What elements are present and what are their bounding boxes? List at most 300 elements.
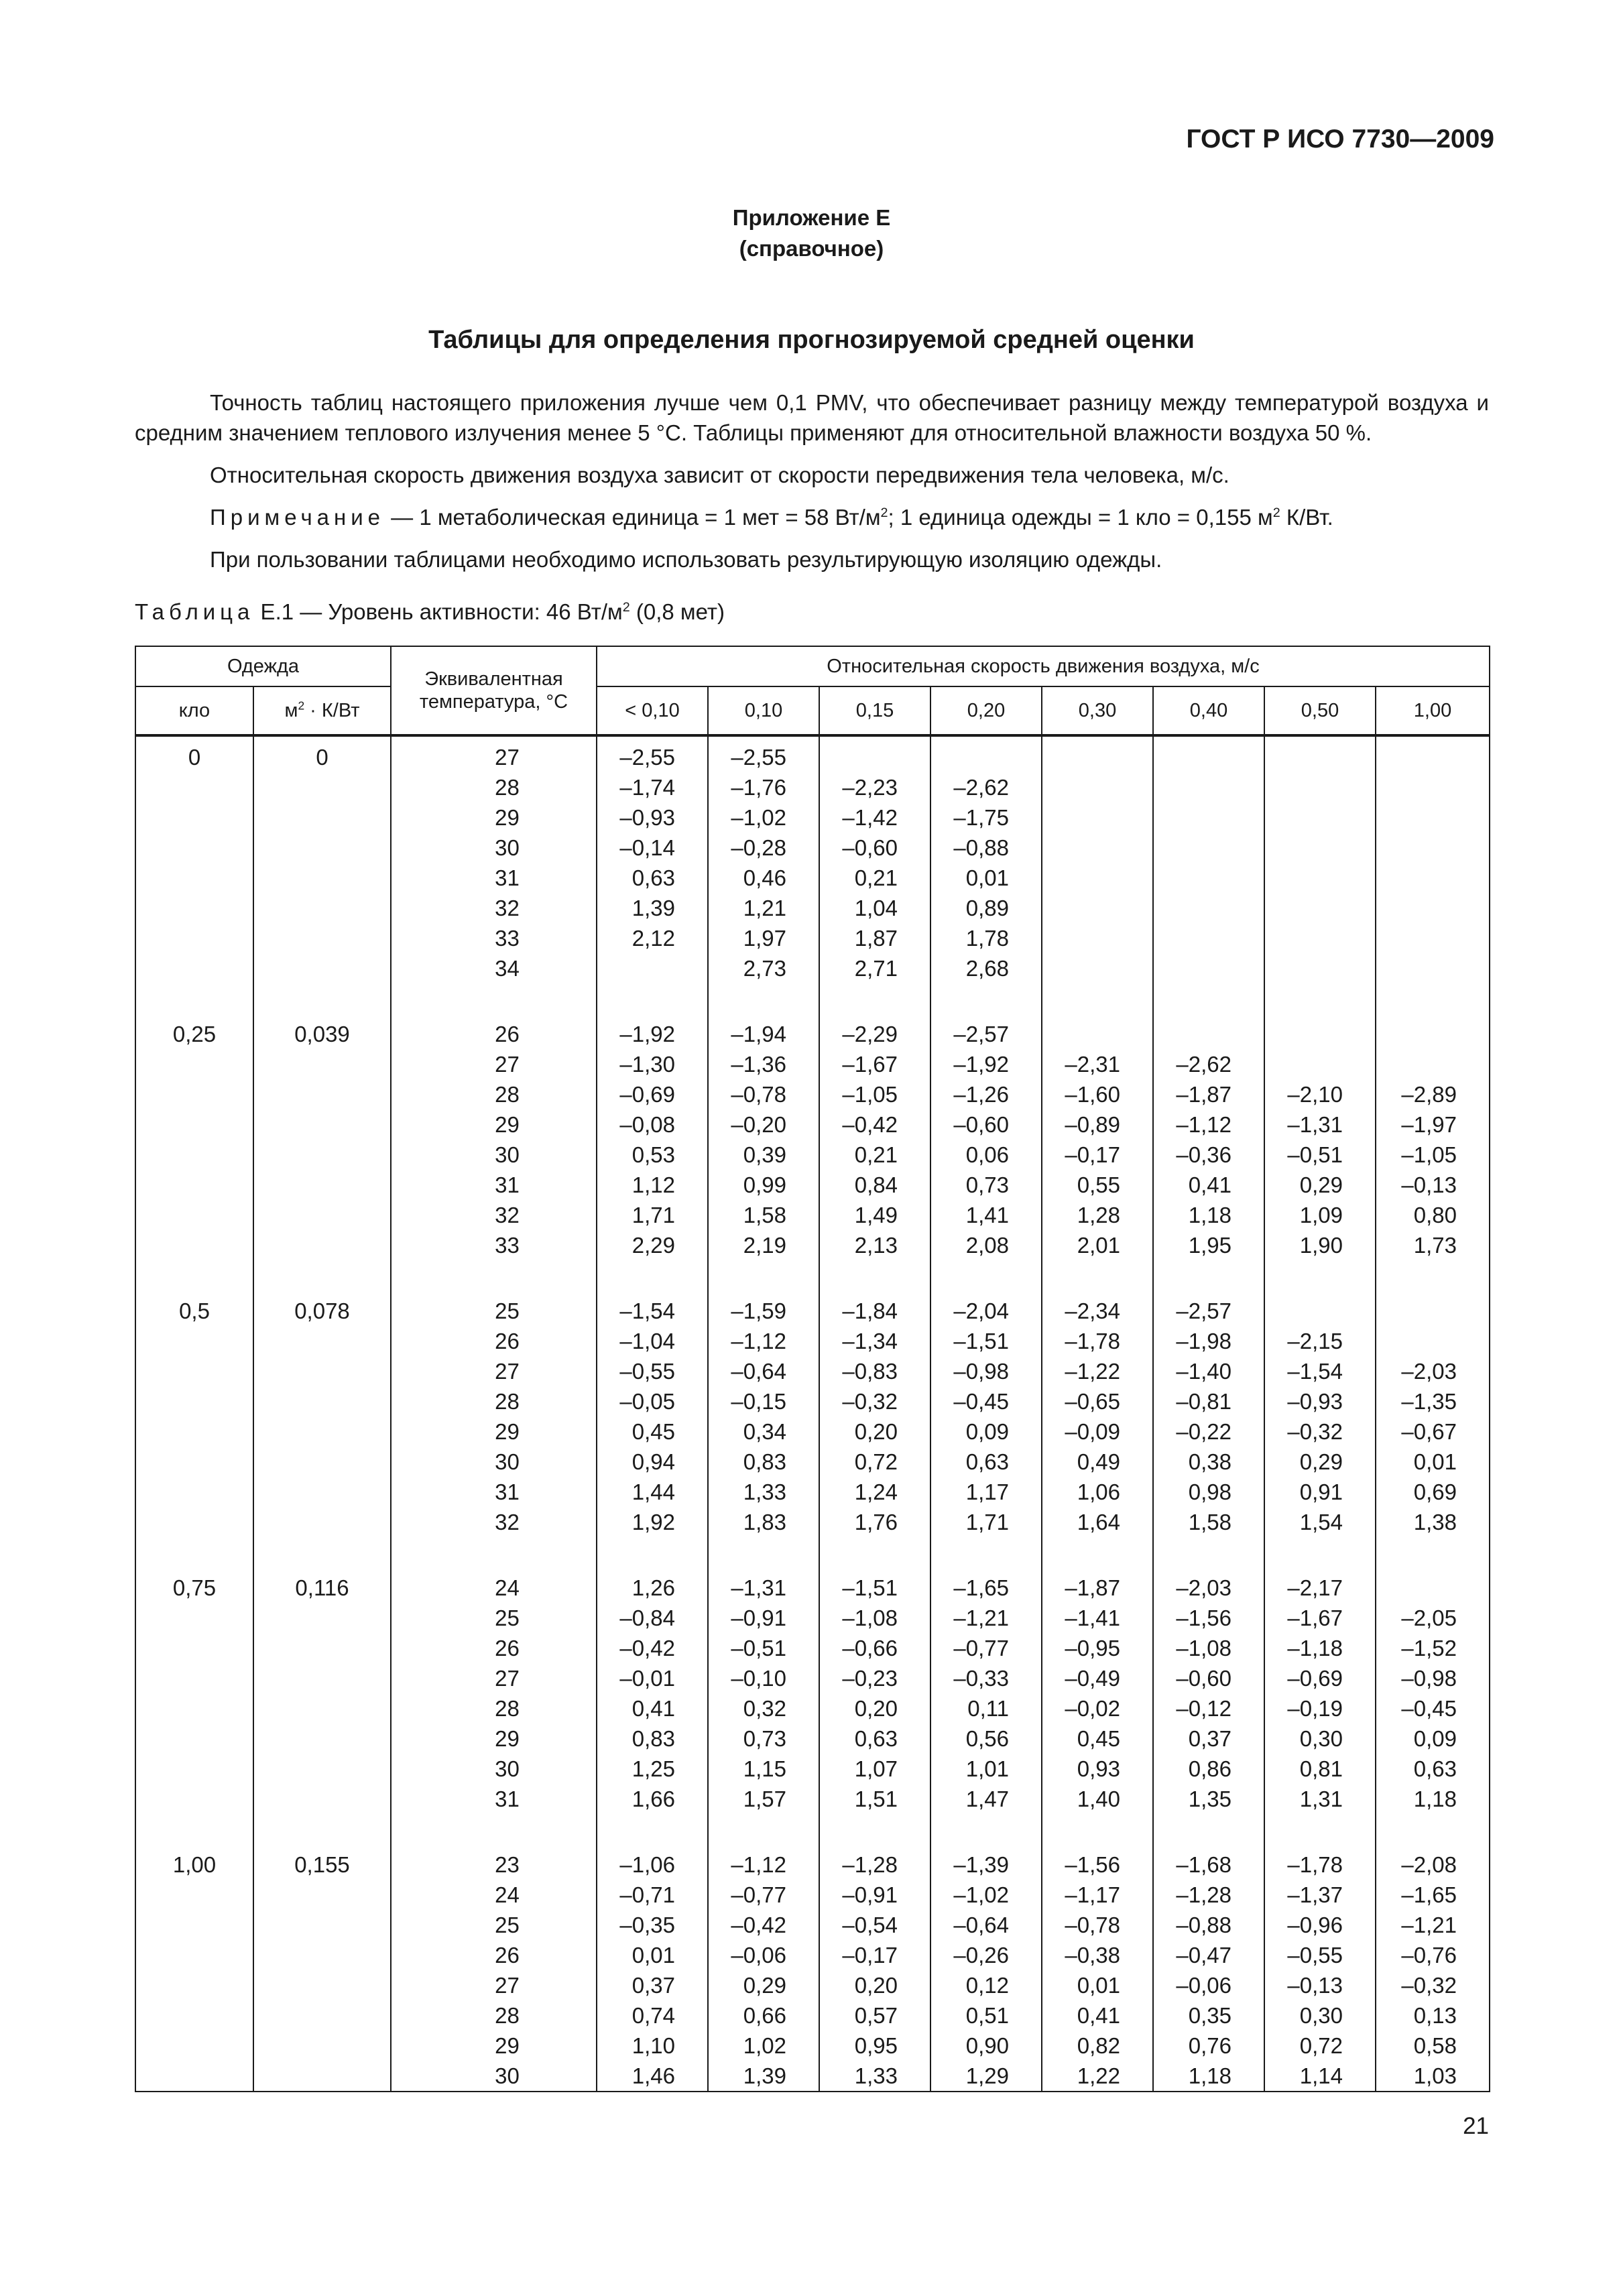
pmv-value: –0,42 <box>619 1636 675 1660</box>
pmv-value: –0,02 <box>1065 1696 1120 1721</box>
pmv-value: 0,45 <box>1077 1726 1120 1751</box>
pmv-value <box>1042 953 1152 983</box>
pmv-cell <box>597 1014 708 1290</box>
m2kw-value: 0,039 <box>294 1022 350 1046</box>
pmv-value: 1,21 <box>743 896 786 920</box>
pmv-value: –0,32 <box>842 1389 898 1414</box>
document-code: ГОСТ Р ИСО 7730—2009 <box>1186 125 1494 154</box>
pmv-cell <box>1264 1844 1376 2092</box>
temperature-cell <box>391 1844 597 2092</box>
intro-text <box>135 387 1489 587</box>
pmv-value: –0,51 <box>731 1636 786 1660</box>
header-speed: 0,15 <box>819 686 930 735</box>
pmv-value: –1,02 <box>953 1882 1009 1907</box>
pmv-value: 1,64 <box>1077 1510 1120 1534</box>
temperature-value: 32 <box>495 1203 520 1227</box>
page-number: 21 <box>1463 2113 1489 2139</box>
pmv-value: –0,06 <box>1176 1973 1231 1998</box>
pmv-value <box>1042 863 1152 893</box>
pmv-value: –1,21 <box>953 1606 1009 1630</box>
pmv-value: –1,28 <box>1176 1882 1231 1907</box>
table-body <box>135 735 1490 2092</box>
temperature-value: 31 <box>495 865 520 890</box>
pmv-cell <box>1042 1844 1153 2092</box>
temperature-value: 31 <box>495 1787 520 1811</box>
pmv-value: –2,05 <box>1401 1606 1457 1630</box>
pmv-cell <box>1153 1567 1264 1844</box>
pmv-cell <box>597 1567 708 1844</box>
pmv-value: –0,08 <box>619 1112 675 1137</box>
m2kw-cell <box>253 735 391 1014</box>
pmv-value: 0,95 <box>854 2033 898 2058</box>
pmv-value: 0,90 <box>965 2033 1009 2058</box>
temperature-value: 34 <box>495 956 520 981</box>
pmv-value: 2,12 <box>632 926 675 951</box>
pmv-value: 0,49 <box>1077 1449 1120 1474</box>
pmv-value: –0,19 <box>1287 1696 1343 1721</box>
temperature-value: 25 <box>495 1298 520 1323</box>
pmv-value <box>1376 1049 1489 1079</box>
temperature-value: 29 <box>495 2033 520 2058</box>
pmv-value: 0,81 <box>1299 1756 1343 1781</box>
pmv-value: 1,97 <box>743 926 786 951</box>
pmv-value: 0,21 <box>854 865 898 890</box>
pmv-value: –0,91 <box>731 1606 786 1630</box>
pmv-cell <box>1153 735 1264 1014</box>
pmv-value <box>1376 772 1489 802</box>
pmv-value: –1,56 <box>1065 1852 1120 1877</box>
pmv-value <box>1265 802 1375 833</box>
pmv-value: –0,60 <box>953 1112 1009 1137</box>
pmv-value: –1,67 <box>842 1052 898 1077</box>
pmv-value <box>1265 923 1375 953</box>
pmv-value <box>1376 953 1489 983</box>
pmv-value: –0,91 <box>842 1882 898 1907</box>
pmv-value: –1,78 <box>1065 1329 1120 1353</box>
pmv-value: –1,39 <box>953 1852 1009 1877</box>
clo-value: 0,5 <box>179 1298 210 1323</box>
pmv-value: –0,88 <box>953 835 1009 860</box>
pmv-value: 2,08 <box>965 1233 1009 1258</box>
table-row <box>135 1844 1490 2092</box>
pmv-value: 1,38 <box>1413 1510 1457 1534</box>
pmv-value: 1,87 <box>854 926 898 951</box>
pmv-value: –0,15 <box>731 1389 786 1414</box>
pmv-cell <box>1153 1014 1264 1290</box>
temperature-value: 25 <box>495 1913 520 1937</box>
pmv-value: –0,66 <box>842 1636 898 1660</box>
table-caption-end: (0,8 мет) <box>629 599 725 624</box>
m2kw-value: 0 <box>316 745 328 770</box>
pmv-value <box>1265 742 1375 772</box>
note-text-3: К/Вт. <box>1280 505 1333 530</box>
temperature-value: 28 <box>495 1696 520 1721</box>
header-air-speed: Относительная скорость движения воздуха, м/с <box>597 646 1490 686</box>
pmv-value: 2,19 <box>743 1233 786 1258</box>
pmv-value: 1,47 <box>965 1787 1009 1811</box>
pmv-value: 1,76 <box>854 1510 898 1534</box>
pmv-cell <box>708 1290 819 1567</box>
pmv-value: –0,32 <box>1287 1419 1343 1444</box>
pmv-value: 0,57 <box>854 2003 898 2028</box>
pmv-value: 0,56 <box>965 1726 1009 1751</box>
pmv-value: –0,06 <box>731 1943 786 1968</box>
pmv-value <box>1154 923 1264 953</box>
temperature-value: 28 <box>495 2003 520 2028</box>
pmv-value: –2,55 <box>619 745 675 770</box>
pmv-value: –0,09 <box>1065 1419 1120 1444</box>
pmv-value: 0,83 <box>743 1449 786 1474</box>
pmv-value: 1,06 <box>1077 1479 1120 1504</box>
temperature-value: 26 <box>495 1943 520 1968</box>
temperature-value: 30 <box>495 2063 520 2088</box>
pmv-value: –0,55 <box>619 1359 675 1384</box>
pmv-value: –0,45 <box>953 1389 1009 1414</box>
temperature-value: 33 <box>495 1233 520 1258</box>
pmv-value: 2,73 <box>743 956 786 981</box>
m2kw-cell <box>253 1567 391 1844</box>
pmv-value: –0,49 <box>1065 1666 1120 1691</box>
note-text: — 1 метаболическая единица = 1 мет = 58 Вт/м <box>385 505 881 530</box>
pmv-value: –1,84 <box>842 1298 898 1323</box>
pmv-value: –0,77 <box>731 1882 786 1907</box>
pmv-value <box>1154 833 1264 863</box>
note-label: Примечание <box>210 505 385 530</box>
pmv-cell <box>930 735 1042 1014</box>
pmv-value: 0,01 <box>965 865 1009 890</box>
pmv-value: 1,31 <box>1299 1787 1343 1811</box>
pmv-value: 1,02 <box>743 2033 786 2058</box>
pmv-value: 0,35 <box>1188 2003 1231 2028</box>
pmv-cell <box>1042 1290 1153 1567</box>
pmv-value: 0,98 <box>1188 1479 1231 1504</box>
m2kw-cell <box>253 1014 391 1290</box>
pmv-value: 1,46 <box>632 2063 675 2088</box>
pmv-value: –1,06 <box>619 1852 675 1877</box>
pmv-value: –1,40 <box>1176 1359 1231 1384</box>
pmv-value: –1,42 <box>842 805 898 830</box>
pmv-value: 0,13 <box>1413 2003 1457 2028</box>
clo-cell <box>135 735 253 1014</box>
clo-cell <box>135 1844 253 2092</box>
pmv-value: –1,87 <box>1065 1575 1120 1600</box>
pmv-cell <box>1264 1290 1376 1567</box>
pmv-value: –0,33 <box>953 1666 1009 1691</box>
pmv-value: –2,57 <box>953 1022 1009 1046</box>
pmv-value: –2,34 <box>1065 1298 1120 1323</box>
pmv-value: –1,18 <box>1287 1636 1343 1660</box>
temperature-value: 25 <box>495 1606 520 1630</box>
temperature-value: 31 <box>495 1479 520 1504</box>
pmv-value: 0,76 <box>1188 2033 1231 2058</box>
main-title: Таблицы для определения прогнозируемой средней оценки <box>428 326 1195 354</box>
pmv-value <box>1265 953 1375 983</box>
note-sup-1: 2 <box>880 505 888 520</box>
pmv-value: 0,53 <box>632 1142 675 1167</box>
pmv-cell <box>819 1567 930 1844</box>
pmv-value: 0,01 <box>1413 1449 1457 1474</box>
pmv-value: –0,28 <box>731 835 786 860</box>
pmv-value: 1,29 <box>965 2063 1009 2088</box>
pmv-value <box>1154 772 1264 802</box>
pmv-value: 1,14 <box>1299 2063 1343 2088</box>
pmv-value: 0,37 <box>632 1973 675 1998</box>
pmv-value: –1,22 <box>1065 1359 1120 1384</box>
pmv-value: 0,63 <box>1413 1756 1457 1781</box>
table-caption-sup: 2 <box>622 600 630 615</box>
pmv-value: –1,78 <box>1287 1852 1343 1877</box>
pmv-cell <box>597 1844 708 2092</box>
temperature-value: 32 <box>495 896 520 920</box>
temperature-value: 27 <box>495 1359 520 1384</box>
pmv-value: –0,13 <box>1401 1172 1457 1197</box>
pmv-cell <box>1042 735 1153 1014</box>
pmv-value: –1,05 <box>842 1082 898 1107</box>
pmv-value: –0,96 <box>1287 1913 1343 1937</box>
pmv-value <box>1265 1296 1375 1326</box>
intro-paragraph-3: При пользовании таблицами необходимо использовать результирующую изоляцию одежды. <box>210 547 1162 572</box>
m2kw-cell <box>253 1844 391 2092</box>
pmv-cell <box>1376 735 1490 1014</box>
pmv-value: –0,13 <box>1287 1973 1343 1998</box>
pmv-value: –0,93 <box>1287 1389 1343 1414</box>
pmv-value: –1,67 <box>1287 1606 1343 1630</box>
pmv-cell <box>1264 1014 1376 1290</box>
pmv-value <box>1376 802 1489 833</box>
pmv-value: –1,08 <box>1176 1636 1231 1660</box>
pmv-value: 0,69 <box>1413 1479 1457 1504</box>
pmv-value: –1,30 <box>619 1052 675 1077</box>
pmv-value: 0,74 <box>632 2003 675 2028</box>
pmv-value <box>1154 893 1264 923</box>
pmv-cell <box>819 1014 930 1290</box>
pmv-value: –0,84 <box>619 1606 675 1630</box>
pmv-value: 1,66 <box>632 1787 675 1811</box>
pmv-value: –0,47 <box>1176 1943 1231 1968</box>
pmv-value: –0,12 <box>1176 1696 1231 1721</box>
pmv-value: –1,41 <box>1065 1606 1120 1630</box>
pmv-value: 0,12 <box>965 1973 1009 1998</box>
pmv-value <box>1154 953 1264 983</box>
pmv-value: –0,38 <box>1065 1943 1120 1968</box>
pmv-value: 1,17 <box>965 1479 1009 1504</box>
pmv-value: –2,03 <box>1176 1575 1231 1600</box>
pmv-value: 0,80 <box>1413 1203 1457 1227</box>
pmv-value: 1,07 <box>854 1756 898 1781</box>
clo-value: 1,00 <box>172 1852 217 1877</box>
pmv-value: –1,59 <box>731 1298 786 1323</box>
intro-paragraph-1: Точность таблиц настоящего приложения лучше чем 0,1 PMV, что обеспечивает разницу между температурой воздуха и средним значением теплового излучения менее 5 °С. Таблицы применяют для относительной влажности воздуха 50 %. <box>135 390 1489 445</box>
pmv-value: 2,01 <box>1077 1233 1120 1258</box>
pmv-value: 0,41 <box>1077 2003 1120 2028</box>
pmv-cell <box>708 1844 819 2092</box>
pmv-value: –0,60 <box>842 835 898 860</box>
temperature-value: 31 <box>495 1172 520 1197</box>
pmv-value: –2,89 <box>1401 1082 1457 1107</box>
pmv-value <box>1265 833 1375 863</box>
pmv-value: –2,08 <box>1401 1852 1457 1877</box>
pmv-value: 1,09 <box>1299 1203 1343 1227</box>
pmv-cell <box>1153 1844 1264 2092</box>
clo-cell <box>135 1290 253 1567</box>
pmv-value: 1,95 <box>1188 1233 1231 1258</box>
pmv-value <box>1376 863 1489 893</box>
temperature-value: 26 <box>495 1636 520 1660</box>
temperature-value: 29 <box>495 1112 520 1137</box>
pmv-value: –0,69 <box>619 1082 675 1107</box>
pmv-value: 0,01 <box>632 1943 675 1968</box>
pmv-value: –0,98 <box>1401 1666 1457 1691</box>
pmv-value: 0,66 <box>743 2003 786 2028</box>
pmv-value <box>1376 1019 1489 1049</box>
pmv-cell <box>930 1844 1042 2092</box>
pmv-value: –1,52 <box>1401 1636 1457 1660</box>
pmv-value: –1,37 <box>1287 1882 1343 1907</box>
pmv-value: –2,31 <box>1065 1052 1120 1077</box>
pmv-value: –1,02 <box>731 805 786 830</box>
pmv-value <box>1376 923 1489 953</box>
pmv-value: –1,94 <box>731 1022 786 1046</box>
pmv-value <box>1154 802 1264 833</box>
note-text-2: ; 1 единица одежды = 1 кло = 0,155 м <box>888 505 1273 530</box>
pmv-value: –0,45 <box>1401 1696 1457 1721</box>
intro-note <box>135 502 1489 532</box>
pmv-value: –1,56 <box>1176 1606 1231 1630</box>
pmv-value: 1,40 <box>1077 1787 1120 1811</box>
pmv-value: 1,03 <box>1413 2063 1457 2088</box>
table-caption-label: Таблица <box>135 599 255 624</box>
header-equiv-temp: Эквивалентная температура, °С <box>391 646 597 735</box>
pmv-value: –0,83 <box>842 1359 898 1384</box>
pmv-value: 0,86 <box>1188 1756 1231 1781</box>
header-m2kw-rest: · К/Вт <box>304 700 360 721</box>
pmv-value: 1,18 <box>1188 1203 1231 1227</box>
pmv-value: –2,04 <box>953 1298 1009 1323</box>
pmv-value: 0,63 <box>965 1449 1009 1474</box>
pmv-cell <box>1376 1014 1490 1290</box>
pmv-value: 0,46 <box>743 865 786 890</box>
pmv-value: –2,03 <box>1401 1359 1457 1384</box>
temperature-value: 24 <box>495 1882 520 1907</box>
pmv-value: 2,71 <box>854 956 898 981</box>
pmv-value: –1,54 <box>1287 1359 1343 1384</box>
pmv-value: 1,58 <box>743 1203 786 1227</box>
pmv-value: –1,54 <box>619 1298 675 1323</box>
pmv-value: –0,20 <box>731 1112 786 1137</box>
pmv-value: –0,65 <box>1065 1389 1120 1414</box>
pmv-value: 0,72 <box>854 1449 898 1474</box>
pmv-value: –1,04 <box>619 1329 675 1353</box>
temperature-value: 26 <box>495 1022 520 1046</box>
pmv-value: –1,76 <box>731 775 786 800</box>
m2kw-cell <box>253 1290 391 1567</box>
pmv-cell <box>930 1567 1042 1844</box>
temperature-value: 29 <box>495 1726 520 1751</box>
pmv-value: 1,44 <box>632 1479 675 1504</box>
temperature-value: 27 <box>495 1052 520 1077</box>
pmv-value: –1,74 <box>619 775 675 800</box>
temperature-value: 30 <box>495 1756 520 1781</box>
pmv-cell <box>597 735 708 1014</box>
pmv-value <box>931 742 1041 772</box>
pmv-value: –2,62 <box>1176 1052 1231 1077</box>
temperature-value: 28 <box>495 1082 520 1107</box>
header-m2kw-unit: м <box>284 700 298 721</box>
pmv-value: –1,31 <box>1287 1112 1343 1137</box>
pmv-value: 0,41 <box>1188 1172 1231 1197</box>
pmv-value: –2,57 <box>1176 1298 1231 1323</box>
pmv-value: 0,30 <box>1299 1726 1343 1751</box>
pmv-value: –2,17 <box>1287 1575 1343 1600</box>
pmv-value: –0,67 <box>1401 1419 1457 1444</box>
pmv-value: 0,99 <box>743 1172 786 1197</box>
pmv-value: –0,77 <box>953 1636 1009 1660</box>
pmv-value: 0,82 <box>1077 2033 1120 2058</box>
pmv-value: –2,15 <box>1287 1329 1343 1353</box>
intro-paragraph-2: Относительная скорость движения воздуха зависит от скорости передвижения тела человека, м/с. <box>210 463 1229 487</box>
header-m2kw <box>253 686 391 735</box>
pmv-cell <box>1376 1844 1490 2092</box>
pmv-value: –0,55 <box>1287 1943 1343 1968</box>
pmv-value: –0,32 <box>1401 1973 1457 1998</box>
pmv-value: 1,90 <box>1299 1233 1343 1258</box>
pmv-value: 0,63 <box>854 1726 898 1751</box>
pmv-cell <box>930 1290 1042 1567</box>
pmv-value: 1,39 <box>743 2063 786 2088</box>
pmv-value <box>1376 893 1489 923</box>
pmv-value: –1,17 <box>1065 1882 1120 1907</box>
pmv-value: 0,37 <box>1188 1726 1231 1751</box>
pmv-value: 0,94 <box>632 1449 675 1474</box>
pmv-cell <box>1264 735 1376 1014</box>
temperature-value: 27 <box>495 745 520 770</box>
pmv-value: 1,71 <box>632 1203 675 1227</box>
pmv-value <box>1042 923 1152 953</box>
pmv-value: 0,83 <box>632 1726 675 1751</box>
pmv-value: 1,01 <box>965 1756 1009 1781</box>
pmv-value: –1,12 <box>1176 1112 1231 1137</box>
temperature-value: 27 <box>495 1973 520 1998</box>
pmv-value: 0,72 <box>1299 2033 1343 2058</box>
header-clothing: Одежда <box>135 646 391 686</box>
pmv-value: 0,20 <box>854 1696 898 1721</box>
temperature-value: 29 <box>495 805 520 830</box>
pmv-value <box>1042 742 1152 772</box>
pmv-value: 1,58 <box>1188 1510 1231 1534</box>
pmv-value: –0,64 <box>731 1359 786 1384</box>
pmv-value: –0,69 <box>1287 1666 1343 1691</box>
pmv-value: 0,55 <box>1077 1172 1120 1197</box>
pmv-value: 0,30 <box>1299 2003 1343 2028</box>
pmv-table <box>135 646 1490 2092</box>
pmv-cell <box>819 1290 930 1567</box>
pmv-value: 1,33 <box>743 1479 786 1504</box>
pmv-value: 1,15 <box>743 1756 786 1781</box>
pmv-value: 0,20 <box>854 1973 898 1998</box>
appendix-title: Приложение Е <box>732 205 891 230</box>
pmv-value: –0,93 <box>619 805 675 830</box>
pmv-value: 1,83 <box>743 1510 786 1534</box>
pmv-value: –1,65 <box>953 1575 1009 1600</box>
pmv-value: –0,98 <box>953 1359 1009 1384</box>
pmv-value: –1,92 <box>953 1052 1009 1077</box>
pmv-value: 1,92 <box>632 1510 675 1534</box>
pmv-value: 0,38 <box>1188 1449 1231 1474</box>
pmv-value: –2,62 <box>953 775 1009 800</box>
pmv-value <box>1376 742 1489 772</box>
pmv-value <box>1154 1019 1264 1049</box>
temperature-value: 33 <box>495 926 520 951</box>
